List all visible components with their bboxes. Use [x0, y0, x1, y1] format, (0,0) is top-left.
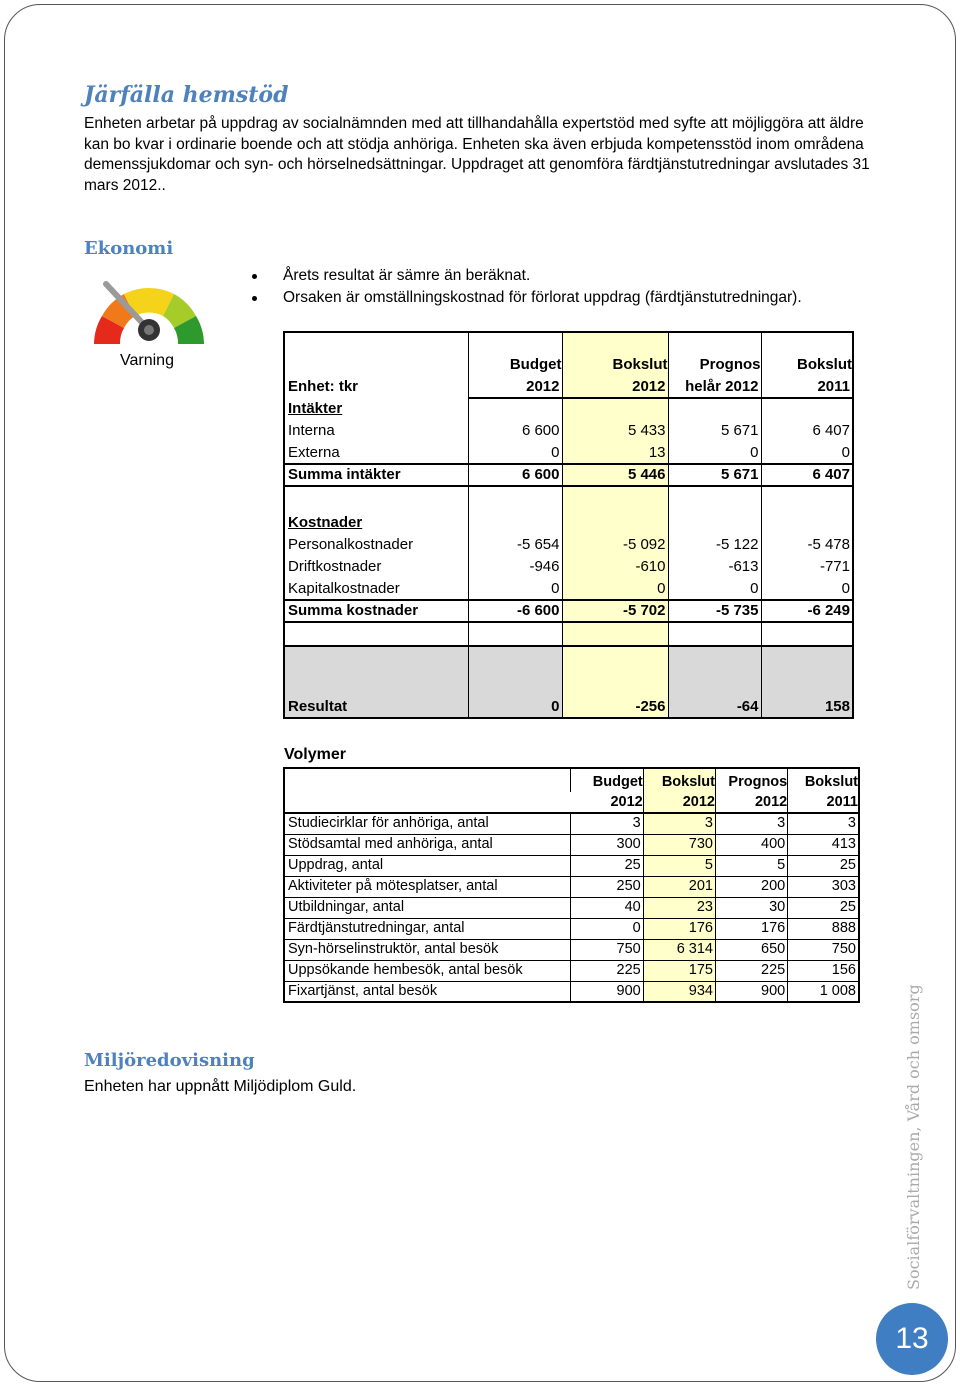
cell-value: 158: [761, 696, 853, 718]
cell-value: 5 671: [668, 464, 761, 486]
cell-value: 300: [571, 834, 643, 855]
cell-value: 3: [643, 813, 715, 834]
column-header: helår 2012: [668, 376, 761, 398]
bullet-item: Årets resultat är sämre än beräknat.: [252, 265, 802, 287]
column-header: 2012: [643, 792, 715, 813]
column-header: Budget: [571, 768, 643, 792]
cell-value: 730: [643, 834, 715, 855]
cell-value: 176: [643, 918, 715, 939]
column-header: Prognos: [668, 332, 761, 376]
bullet-dot-icon: [252, 296, 257, 301]
cell-value: 0: [761, 578, 853, 600]
cell-value: 225: [571, 960, 643, 981]
row-label: Utbildningar, antal: [284, 897, 571, 918]
cell-value: 3: [571, 813, 643, 834]
cell-value: 175: [643, 960, 715, 981]
cell-value: -5 478: [761, 534, 853, 556]
column-header: 2011: [788, 792, 859, 813]
economy-table: [283, 331, 854, 719]
row-label: Externa: [284, 442, 468, 464]
cell-value: 225: [715, 960, 787, 981]
miljo-text: Enheten har uppnått Miljödiplom Guld.: [84, 1078, 357, 1095]
gauge-label: Varning: [120, 352, 174, 369]
cell-value: -946: [468, 556, 562, 578]
column-header: Bokslut: [761, 332, 853, 376]
cell-value: 25: [788, 855, 859, 876]
cell-value: 3: [715, 813, 787, 834]
cell-value: 650: [715, 939, 787, 960]
table-row: [284, 578, 853, 600]
speedometer-icon: [90, 272, 208, 350]
cell-value: 6 407: [761, 420, 853, 442]
cell-value: 750: [571, 939, 643, 960]
table-row: [284, 855, 859, 876]
table-row: [284, 813, 859, 834]
cell-value: 400: [715, 834, 787, 855]
row-label: Fixartjänst, antal besök: [288, 982, 438, 999]
cell-value: 23: [643, 897, 715, 918]
cell-value: -610: [562, 556, 668, 578]
cell-value: 900: [571, 981, 643, 1002]
row-label: Aktiviteter på mötesplatser, antal: [284, 876, 571, 897]
row-label: Summa intäkter: [284, 464, 468, 486]
cell-value: -256: [562, 696, 668, 718]
unit-label: Enhet: tkr: [288, 378, 359, 395]
table-row: [284, 876, 859, 897]
cell-value: 0: [761, 442, 853, 464]
cell-value: 25: [788, 897, 859, 918]
row-label: Uppdrag, antal: [284, 855, 571, 876]
column-header: 2012: [715, 792, 787, 813]
cell-value: 5 446: [562, 464, 668, 486]
intakter-label: Intäkter: [288, 400, 343, 417]
row-label: Driftkostnader: [288, 558, 382, 575]
table-row: [284, 834, 859, 855]
row-label: Interna: [288, 422, 335, 439]
row-label: Kapitalkostnader: [284, 578, 468, 600]
row-label: Uppsökande hembesök, antal besök: [284, 960, 571, 981]
cell-value: 0: [562, 578, 668, 600]
cell-value: -5 092: [562, 534, 668, 556]
cell-value: 0: [468, 578, 562, 600]
table-row: [284, 897, 859, 918]
cell-value: 0: [668, 578, 761, 600]
table-row: [284, 981, 859, 1002]
column-header: 2011: [761, 376, 853, 398]
miljo-heading: Miljöredovisning: [84, 1050, 255, 1071]
cell-value: 0: [668, 442, 761, 464]
row-label: Personalkostnader: [288, 536, 414, 553]
bullet-item: Orsaken är omställningskostnad för förlorat uppdrag (färdtjänstutredningar).: [252, 287, 802, 309]
row-label: Färdtjänstutredningar, antal: [284, 918, 571, 939]
cell-value: -6 249: [761, 600, 853, 622]
cell-value: 6 600: [468, 420, 562, 442]
cell-value: -6 600: [468, 600, 562, 622]
page-number: 13: [876, 1303, 948, 1375]
cell-value: 413: [788, 834, 859, 855]
cell-value: 40: [571, 897, 643, 918]
summary-row: [284, 464, 853, 486]
cell-value: -613: [668, 556, 761, 578]
ekonomi-heading: Ekonomi: [84, 238, 174, 259]
cell-value: -5 122: [668, 534, 761, 556]
intro-paragraph: Enheten arbetar på uppdrag av socialnämnden med att tillhandahålla expertstöd med syfte att möjliggöra att äldre kan bo kvar i ordinarie boende och att stödja anhöriga. Enheten ska även erbjuda kompetensstöd inom områdena demenssjukdomar och syn- och hörselnedsättningar. Uppdraget att genomföra färdtjänstutredningar avslutades 31 mars 2012..: [84, 115, 870, 194]
cell-value: -5 702: [562, 600, 668, 622]
page-title: Järfälla hemstöd: [84, 82, 289, 108]
cell-value: -5 654: [468, 534, 562, 556]
row-label: Studiecirklar för anhöriga, antal: [284, 813, 571, 834]
cell-value: 934: [643, 981, 715, 1002]
column-header: Bokslut: [643, 768, 715, 792]
cell-value: 5 433: [562, 420, 668, 442]
column-header: 2012: [562, 376, 668, 398]
cell-value: 5 671: [668, 420, 761, 442]
cell-value: 25: [571, 855, 643, 876]
table-row: [284, 939, 859, 960]
volume-table: [283, 767, 860, 1003]
spacer-row: [284, 646, 853, 696]
cell-value: 200: [715, 876, 787, 897]
cell-value: 0: [571, 918, 643, 939]
column-header: 2012: [468, 376, 562, 398]
cell-value: 6 407: [761, 464, 853, 486]
cell-value: 250: [571, 876, 643, 897]
column-header: Bokslut: [562, 332, 668, 376]
summary-row: [284, 600, 853, 622]
column-header: Budget: [468, 332, 562, 376]
kostnader-label: Kostnader: [288, 514, 363, 531]
side-footer-text: Socialförvaltningen, Vård och omsorg: [904, 984, 923, 1290]
table-row: [284, 960, 859, 981]
row-label: Resultat: [284, 696, 468, 718]
table-header-row: [284, 332, 853, 376]
cell-value: 0: [468, 442, 562, 464]
cell-value: -771: [761, 556, 853, 578]
cell-value: 900: [715, 981, 787, 1002]
cell-value: 6 314: [643, 939, 715, 960]
table-header-row: [284, 768, 859, 792]
section-label-row: [284, 512, 853, 534]
cell-value: 3: [788, 813, 859, 834]
table-row: [284, 420, 853, 442]
row-label: Stödsamtal med anhöriga, antal: [284, 834, 571, 855]
table-row: [284, 442, 853, 464]
table-row: [284, 918, 859, 939]
result-row: [284, 696, 853, 718]
column-header: Prognos: [715, 768, 787, 792]
bullet-dot-icon: [252, 274, 257, 279]
cell-value: 303: [788, 876, 859, 897]
cell-value: 0: [468, 696, 562, 718]
ekonomi-bullets: [252, 265, 802, 309]
cell-value: 750: [788, 939, 859, 960]
cell-value: 5: [643, 855, 715, 876]
spacer-row: [284, 486, 853, 512]
spacer-row: [284, 622, 853, 646]
row-label: Summa kostnader: [284, 600, 468, 622]
cell-value: 13: [562, 442, 668, 464]
column-header: Bokslut: [788, 768, 859, 792]
cell-value: 5: [715, 855, 787, 876]
section-label-row: [284, 398, 853, 420]
cell-value: 30: [715, 897, 787, 918]
row-label: Syn-hörselinstruktör, antal besök: [284, 939, 571, 960]
cell-value: 156: [788, 960, 859, 981]
cell-value: 6 600: [468, 464, 562, 486]
cell-value: 176: [715, 918, 787, 939]
table-row: [284, 534, 853, 556]
cell-value: -64: [668, 696, 761, 718]
column-header: 2012: [571, 792, 643, 813]
cell-value: 888: [788, 918, 859, 939]
volymer-title: Volymer: [284, 746, 346, 763]
cell-value: 1 008: [788, 981, 859, 1002]
cell-value: -5 735: [668, 600, 761, 622]
cell-value: 201: [643, 876, 715, 897]
table-row: [284, 556, 853, 578]
